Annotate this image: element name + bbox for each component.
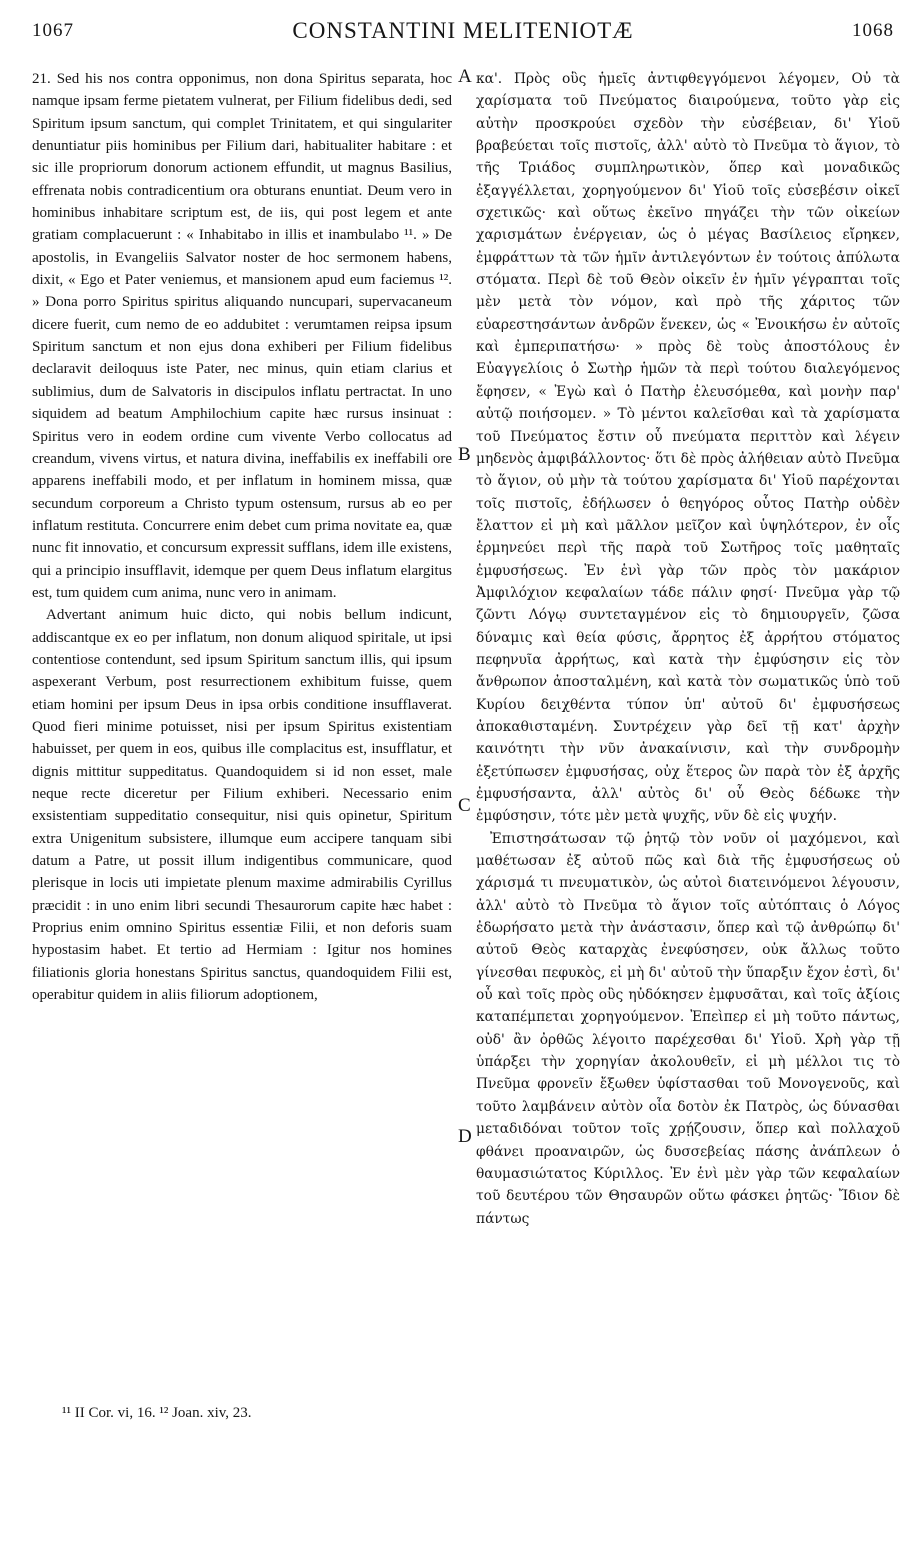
footnotes: ¹¹ II Cor. vi, 16. ¹² Joan. xiv, 23. <box>62 1405 252 1421</box>
margin-marker-b: B <box>458 444 471 465</box>
latin-paragraph-2: Advertant animum huic dicto, qui nobis bellum indicunt, addiscantque ex eo per inflatum, non donum aliquod spiritale, ut ipsi contentiose contendunt, sed ipsum Spiritum sanctum illis, qui ipsum aspexerant Verbum, post resurrectionem exhibitum fuisse, quem etiam homini per ipsum Deus in ipsa orbis conditione insufflaverat. Quod fieri minime potuisset, nisi per ipsum Spiritus existentiam habuisset, per quem in eos, quibus ille complacitus est, insufflatur, et dignis mittitur suppeditatus. Quandoquidem si id non esset, male neque recte diceretur per Filium exhiberi. Necessario enim exsistentiam suppeditatio consequitur, nisi quis opinetur, Spiritum extra Unigenitum subsistere, illumque eum accipere tanquam sibi datum a Patre, ut possit illum indigentibus communicare, quod plerisque in locis uti impietate plenum maxime admirabilis Cyrillus præcidit : in uno enim libri secundi Thesaurorum capite hæc habet : Proprius enim omnino Spiritus essentiæ Filii, et non deforis suam hypostasim habet. Et tertio ad Hermiam : Igitur nos homines filiationis gloria honestans Spiritus sanctus, quandoquidem Filii est, operabitur quidem in aliis filiorum adoptionem, <box>32 607 452 1004</box>
greek-paragraph-1: κα'. Πρὸς οὓς ἡμεῖς ἀντιφθεγγόμενοι λέγομεν, Οὐ τὰ χαρίσματα τοῦ Πνεύματος διαιρούμενα, τοῦτο γὰρ εἰς αὐτὴν προσκρούει σχεδὸν τὴν εὐσέβειαν, δι' Υἱοῦ βραβεύεται τοῖς πιστοῖς, ἀλλ' αὐτὸ τὸ Πνεῦμα τὸ ἅγιον, τὸ τῆς Τριάδος συμπληρωτικὸν, ὅπερ καὶ μοναδικῶς ἐξαγγέλλεται, χορηγούμενον δι' Υἱοῦ τοῖς εὐσεβέσιν οἰκεῖ σχετικῶς· καὶ οὕτως ἐκεῖνο πηγάζει τὴν τῶν οἰκείων χαρισμάτων ἐνέργειαν, ὡς ὁ μέγας Βασίλειος εἴρηκεν, ἐμφράττων τὰ τῶν ἡμῖν ἀντιλεγόντων ἐν τούτοις ἀπύλωτα στόματα. Περὶ δὲ τοῦ Θεὸν οἰκεῖν ἐν ἡμῖν γέγραπται τοῖς μὲν μετὰ τὸν νόμον, καὶ πρὸ τῆς χάριτος τῶν εὐαρεστησάντων ἀνδρῶν ἕνεκεν, ὡς « Ἐνοικήσω ἐν αὐτοῖς καὶ ἐμπεριπατήσω· » πρὸς δὲ τοὺς ἀποστόλους ἐν Εὐαγγελίοις ὁ Σωτὴρ ἡμῶν τὰ περὶ τούτου διαλεγόμενος ἔφησεν, « Ἐγὼ καὶ ὁ Πατὴρ ἐλευσόμεθα, καὶ μονὴν παρ' αὐτῷ ποιήσομεν. » Τὸ μέντοι καλεῖσθαι καὶ τὰ χαρίσματα τοῦ Πνεύματος ἔστιν οὗ πνεύματα περιττὸν καὶ λέγειν μηδενὸς ἀμφιβάλλοντος· ὅτι δὲ πρὸς ἀλήθειαν αὐτὸ Πνεῦμα τὸ ἅγιον, οὐ μὴν τὰ τούτου χαρίσματα δι' Υἱοῦ παρέχονται τοῖς πιστοῖς, ἐδήλωσεν ὁ θεηγόρος οὗτος Πατὴρ οὐδὲν ἔλαττον εἰ μὴ καὶ μᾶλλον μεῖζον καὶ ὑψηλότερον, ἐν οἷς ἑρμηνεύει περὶ τῆς παρὰ τοῦ Σωτῆρος τοῖς μαθηταῖς ἐμφυσήσεως. Ἐν ἑνὶ γὰρ τῶν πρὸς τὸν μακάριον Ἀμφιλόχιον κεφαλαίων τάδε πάλιν φησί· Πνεῦμα γὰρ τῷ ζῶντι Λόγῳ συντεταγμένον εἰς τὸ δημιουργεῖν, ζῶσα δύναμις καὶ θεία φύσις, ἄρρητος ἐξ ἀρρήτου στόματος πεφηνυῖα ἀρρήτως, καὶ κατὰ τὴν ἐμφύσησιν εἰς τὸν ἄνθρωπον ἀποσταλμένη, καὶ κατὰ τὸν σωματικῶς ὑπὸ τοῦ Κυρίου δειχθέντα τύπον ὑπ' αὐτοῦ δι' ἐμφυσήσεως ἀποκαθισταμένη. Συντρέχειν γὰρ δεῖ τῇ κατ' ἀρχὴν καινότητι τὴν νῦν ἀνακαίνισιν, καὶ τὴν συνδρομὴν ἐξετύπωσεν ἐμφυσήσας, οὐχ ἕτερος ὢν παρὰ τὸν ἐξ ἀρχῆς ἐμφυσήσαντα, ἀλλ' αὐτὸς δι' οὗ Θεὸς δέδωκε τὴν ἐμφύσησιν, τότε μὲν μετὰ ψυχῆς, νῦν δὲ εἰς ψυχήν. <box>476 71 900 825</box>
latin-column <box>32 68 452 1006</box>
latin-paragraph-1: 21. Sed his nos contra opponimus, non dona Spiritus separata, hoc namque ipsam ferme pietatem vulnerat, per Filium fidelibus dedi, sed Spiritum ipsum sanctum, qui complet Trinitatem, et qui singulariter denuntiatur piis hominibus per Filium dari, habitualiter habitare : et sic ille propriorum donorum actionem effundit, ut magnus Basilius, effrenata nobis contradicentium ora obturans enuntiat. Deum vero in hominibus inhabitare scriptum est, de iis, qui post legem et ante gratiam complacuerunt : « Inhabitabo in illis et inambulabo ¹¹. » De apostolis, in Evangeliis Salvator noster de hoc sermonem habens, dixit, « Ego et Pater veniemus, et mansionem apud eum faciemus ¹². » Dona porro Spiritus spiritus aliquando nuncupari, supervacaneum dicere fuerit, cum nemo de eo addubitet : verumtamen reipsa ipsum Spiritum sanctum et non ejus dona exhiberi per Filium fidelibus declaravit deiloquus iste Pater, nec minus, quin etiam clarius et sublimius, dum de Salvatoris in discipulos inflatu pertractat. In uno siquidem ad beatum Amphilochium capite hæc rursus insinuat : Spiritus vero in eodem ordine cum vivente Verbo collocatus ad creandum, vivens virtus, et natura divina, ineffabilis ex ineffabili ore apparens ineffabili modo, et per inflatum in hominem missa, quæ secundum corporeum a Christo typum ostensum, rursus ab eo per inflatum restituta. Concurrere enim debet cum prima novitate ea, quæ nunc fit innovatio, et concursum expressit sufflans, idem ille existens, qui a principio insufflavit, idemque per quem Deus inflatum elargitus est, tum quidem cum anima, nunc vero in animam. <box>32 71 452 601</box>
column-number-right: 1068 <box>852 20 894 41</box>
margin-marker-c: C <box>458 795 471 816</box>
greek-paragraph-2: Ἐπιστησάτωσαν τῷ ῥητῷ τὸν νοῦν οἱ μαχόμενοι, καὶ μαθέτωσαν ἐξ αὐτοῦ πῶς καὶ διὰ τῆς ἐμφυσήσεως οὐ χάρισμά τι πνευματικὸν, ὡς αὐτοὶ διατεινόμενοι λέγουσιν, ἀλλ' αὐτὸ τὸ Πνεῦμα τὸ ἅγιον τοῖς αὐτόπταις ὁ Λόγος ἐδωρήσατο μετὰ τὴν ἀνάστασιν, ὅπερ καὶ τῷ ἀνθρώπῳ δι' αὐτοῦ Θεὸς καταρχὰς ἐνεφύσησεν, οὐκ ἄλλως τοῦτο γίνεσθαι πεφυκὸς, εἰ μὴ δι' αὐτοῦ τὴν ὕπαρξιν ἔχον ἐστὶ, δι' οὗ καὶ τοῖς πρὸς οὓς ηὐδόκησεν ἐμφυσᾶται, καὶ τοῖς ἀξίοις καταπέμπεται χορηγούμενον. Ἐπεὶπερ εἰ μὴ τοῦτο πάντως, οὐδ' ἂν ὀρθῶς λέγοιτο παρέχεσθαι δι' Υἱοῦ. Χρὴ γὰρ τῇ ὑπάρξει τὴν χορηγίαν ἀκολουθεῖν, εἰ μὴ μέλλοι τις τὸ Πνεῦμα φρονεῖν ἔξωθεν ὑφίστασθαι τοῦ Μονογενοῦς, καὶ τοῦτο λαμβάνειν αὐτὸν οἷα δοτὸν ἐκ Πατρὸς, ὡς δύνασθαι μεταδιδόναι τοῦτον τοῖς χρῄζουσιν, ὅπερ καὶ πολλαχοῦ φθάνει προαναιρῶν, ὡς δυσσεβείας πάσης ἀνάπλεων ὁ θαυμασιώτατος Κύριλλος. Ἐν ἑνὶ μὲν γὰρ τῶν κεφαλαίων τοῦ δευτέρου τῶν Θησαυρῶν οὕτω φάσκει ῥητῶς· Ἴδιον δὲ πάντως <box>476 830 900 1227</box>
page-header <box>32 14 894 50</box>
margin-marker-a: A <box>458 66 472 87</box>
running-title: CONSTANTINI MELITENIOTÆ <box>292 18 634 43</box>
greek-column <box>476 68 900 1230</box>
margin-marker-d: D <box>458 1126 472 1147</box>
column-number-left: 1067 <box>32 20 74 41</box>
